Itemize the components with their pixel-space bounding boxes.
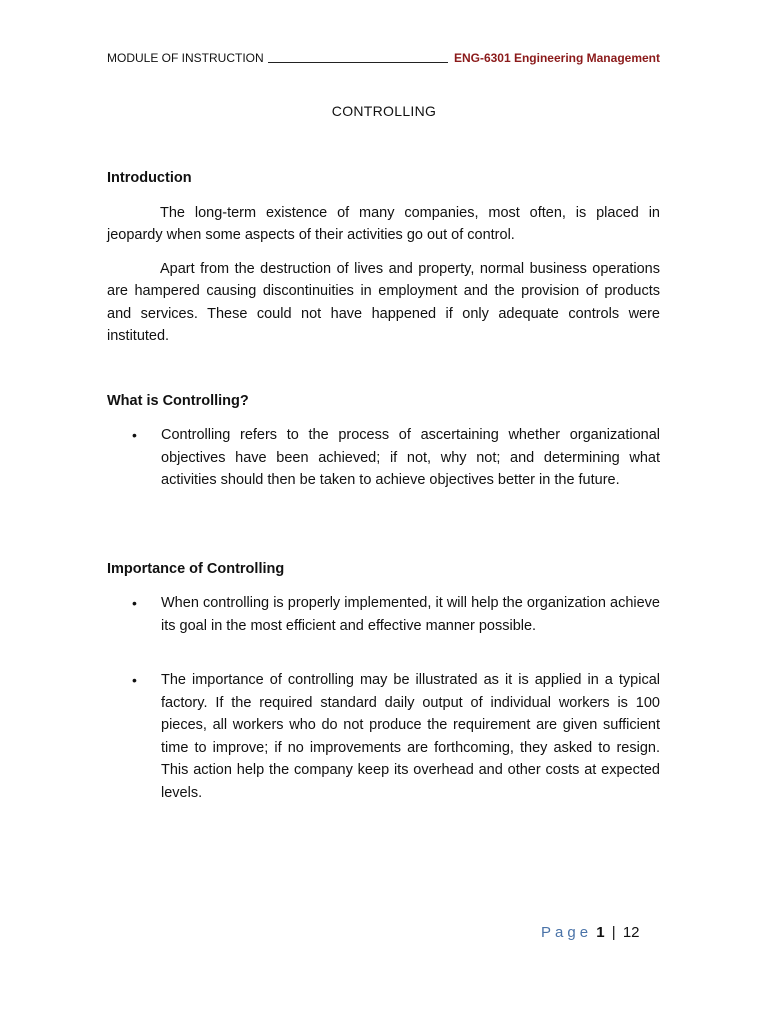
intro-paragraph-1: The long-term existence of many companies, most often, is placed in jeopardy when some aspects of their activities go out of control. [107, 205, 660, 244]
page-footer [541, 924, 640, 941]
heading-introduction: Introduction [107, 170, 192, 186]
header-course-label: ENG-6301 Engineering Management [453, 51, 660, 65]
bullet-text: Controlling refers to the process of ascertaining whether organizational objectives have been achieved; if not, why not; and determining what activities should then be taken to achieve objectives better in the future. [161, 427, 660, 488]
bullet-glyph: • [132, 672, 137, 688]
header-rule [268, 62, 448, 63]
page-number: 1 [596, 924, 605, 941]
header-module-label: MODULE OF INSTRUCTION [107, 51, 264, 65]
list-item [107, 592, 660, 637]
bullet-glyph: • [132, 595, 137, 611]
total-pages: 12 [622, 924, 640, 941]
page-header [107, 50, 660, 66]
bullet-text: When controlling is properly implemented, it will help the organization achieve its goal in the most efficient and effective manner possible. [161, 595, 660, 634]
intro-paragraph-2: Apart from the destruction of lives and property, normal business operations are hampered causing discontinuities in employment and the provision of products and services. These could not have happened if only adequate controls were instituted. [107, 261, 660, 344]
document-title: CONTROLLING [331, 103, 437, 119]
list-item [107, 669, 660, 804]
bullet-glyph: • [132, 427, 137, 443]
heading-what-is-controlling: What is Controlling? [107, 393, 249, 409]
bullet-text: The importance of controlling may be illustrated as it is applied in a typical factory. If the required standard daily output of individual workers is 100 pieces, all workers who do not produce the requirement are given sufficient time to improve; if no improvements are forthcoming, they asked to resign. This action help the company keep its overhead and other costs at expected levels. [161, 672, 660, 801]
heading-importance-of-controlling: Importance of Controlling [107, 561, 285, 577]
page-label: Page [541, 924, 593, 941]
page-separator: | [611, 924, 616, 941]
list-item [107, 424, 660, 492]
